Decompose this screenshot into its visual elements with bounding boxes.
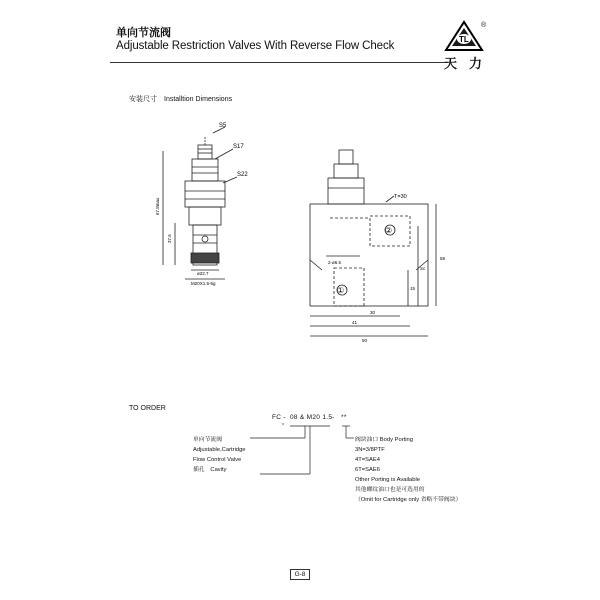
order-right-line: 6T=SAE6	[355, 467, 380, 473]
install-section-title: 安装尺寸 Installtion Dimensions	[129, 96, 233, 103]
order-right-line: 3N=3/8PTF	[355, 447, 385, 453]
order-right-line: 其他螺纹油口也是可选用的	[355, 487, 425, 493]
header-divider	[110, 62, 448, 63]
dim-diameter: ø22.7	[197, 271, 209, 276]
label-thickness: T=30	[394, 194, 407, 200]
brand-name: 天力	[444, 57, 495, 72]
order-right-line: Other Porting is Available	[355, 477, 420, 483]
dim-sc: Sc	[420, 266, 426, 271]
dim-58: 58	[440, 256, 446, 261]
label-s5: S5	[219, 123, 227, 129]
order-section-title: TO ORDER	[129, 405, 166, 412]
order-code-leaders	[250, 418, 360, 480]
title-english: Adjustable Restriction Valves With Reverse Flow Check	[116, 40, 395, 52]
svg-text:TL: TL	[459, 35, 469, 44]
order-right-line: （Omit for Cartridge only 省略不带阀块）	[355, 497, 462, 503]
order-right-description	[355, 435, 461, 505]
dim-thread: M20X1.5-6g	[191, 281, 216, 286]
block-drawing	[290, 140, 455, 350]
dim-body-height: 37.6	[167, 234, 172, 243]
dim-total-height: 67.8max	[155, 197, 160, 215]
title-chinese: 单向节流阀	[116, 27, 171, 39]
order-left-description	[193, 435, 246, 475]
label-mount-holes: 2-ø6.5	[328, 260, 342, 265]
dim-41: 41	[352, 320, 358, 325]
order-right-line: 4T=SAE4	[355, 457, 380, 463]
label-s22: S22	[237, 172, 248, 178]
registered-mark: ®	[481, 22, 487, 29]
port-1-marker: ①	[337, 286, 345, 295]
order-left-line: 单向节流阀	[193, 437, 222, 443]
dim-30: 30	[370, 310, 376, 315]
order-code-dash: -	[332, 414, 335, 421]
dim-50: 50	[362, 338, 368, 343]
order-right-line: 阀块油口 Body Porting	[355, 437, 413, 443]
order-left-line: 插孔 Cavity	[193, 467, 227, 473]
order-code-fc: FC -	[272, 414, 286, 421]
label-s17: S17	[233, 144, 244, 150]
order-left-line: Flow Control Valve	[193, 457, 242, 463]
cartridge-drawing	[155, 115, 255, 290]
page-number: G-8	[290, 569, 310, 580]
order-left-line: Adjustable,Cartridge	[193, 447, 246, 453]
port-2-marker: ②	[385, 226, 393, 235]
order-code-size: 08 & M20 1.5	[290, 414, 333, 421]
order-code-porting: **	[341, 414, 347, 421]
dim-15: 15	[410, 286, 416, 291]
